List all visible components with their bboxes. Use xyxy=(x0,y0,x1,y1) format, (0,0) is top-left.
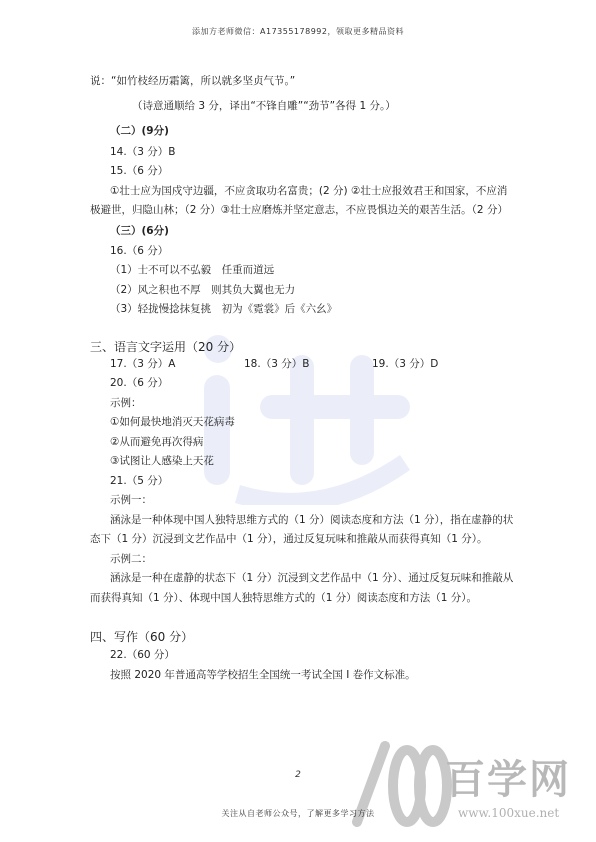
text-line: 19.（3 分）D xyxy=(372,358,439,370)
section-heading: （二）(9分) xyxy=(110,125,169,137)
text-line: ①如何最快地消灭天花病毒 xyxy=(110,416,235,428)
text-line: 说：“如竹枝经历霜篱，所以就多坚贞气节。” xyxy=(90,75,296,87)
text-line: （2）风之积也不厚 则其负大翼也无力 xyxy=(110,284,296,296)
text-line: 21.（5 分） xyxy=(110,475,169,487)
text-line: 14.（3 分）B xyxy=(110,146,176,158)
page-header: 添加方老师微信：A17355178992，领取更多精品资料 xyxy=(192,27,404,36)
text-line: 涵泳是一种体现中国人独特思维方式的（1 分）阅读态度和方法（1 分），指在虚静的状 xyxy=(110,514,514,526)
brand-name: 百学网 xyxy=(445,756,571,803)
page-number: 2 xyxy=(295,770,301,780)
text-line: 按照 2020 年普通高等学校招生全国统一考试全国 I 卷作文标准。 xyxy=(110,669,416,681)
text-line: （1）士不可以不弘毅 任重而道远 xyxy=(110,264,275,276)
section-heading: 四、写作（60 分） xyxy=(90,630,194,644)
text-line: （3）轻拢慢捻抹复挑 初为《霓裳》后《六幺》 xyxy=(110,303,338,315)
page-footer: 关注从自老师公众号，了解更多学习方法 xyxy=(221,809,375,818)
text-line: 18.（3 分）B xyxy=(244,358,310,370)
text-line: ②从而避免再次得病 xyxy=(110,436,204,448)
section-heading: 三、语言文字运用（20 分） xyxy=(90,340,242,354)
text-line: 示例： xyxy=(110,397,142,409)
brand-url: www.100xue.net xyxy=(458,806,560,820)
text-line: 17.（3 分）A xyxy=(110,358,176,370)
text-line: 示例二： xyxy=(110,553,152,565)
text-line: ①壮士应为国戍守边疆，不应贪取功名富贵；(2 分) ②壮士应报效君王和国家，不应消 xyxy=(110,185,508,197)
text-line: 态下（1 分）沉浸到文艺作品中（1 分），通过反复玩味和推敲从而获得真知（1 分）。 xyxy=(90,533,488,545)
text-line: 20.（6 分） xyxy=(110,377,169,389)
text-line: 15.（6 分） xyxy=(110,165,169,177)
text-line: 极避世，归隐山林；（2 分）③壮士应磨炼并坚定意志，不应畏惧边关的艰苦生活。（2 分） xyxy=(90,204,508,216)
text-line: 16.（6 分） xyxy=(110,245,169,257)
text-line: ③试图让人感染上天花 xyxy=(110,455,214,467)
text-line: 示例一： xyxy=(110,494,152,506)
section-heading: （三）(6分) xyxy=(110,225,169,237)
text-line: 22.（60 分） xyxy=(110,649,175,661)
text-line: （诗意通顺给 3 分，译出“不锋自雕”“劲节”各得 1 分。） xyxy=(132,100,396,112)
text-line: 涵泳是一种在虚静的状态下（1 分）沉浸到文艺作品中（1 分）、通过反复玩味和推敲从 xyxy=(110,572,514,584)
text-line: 而获得真知（1 分）、体现中国人独特思维方式的（1 分）阅读态度和方法（1 分）。 xyxy=(90,592,478,604)
